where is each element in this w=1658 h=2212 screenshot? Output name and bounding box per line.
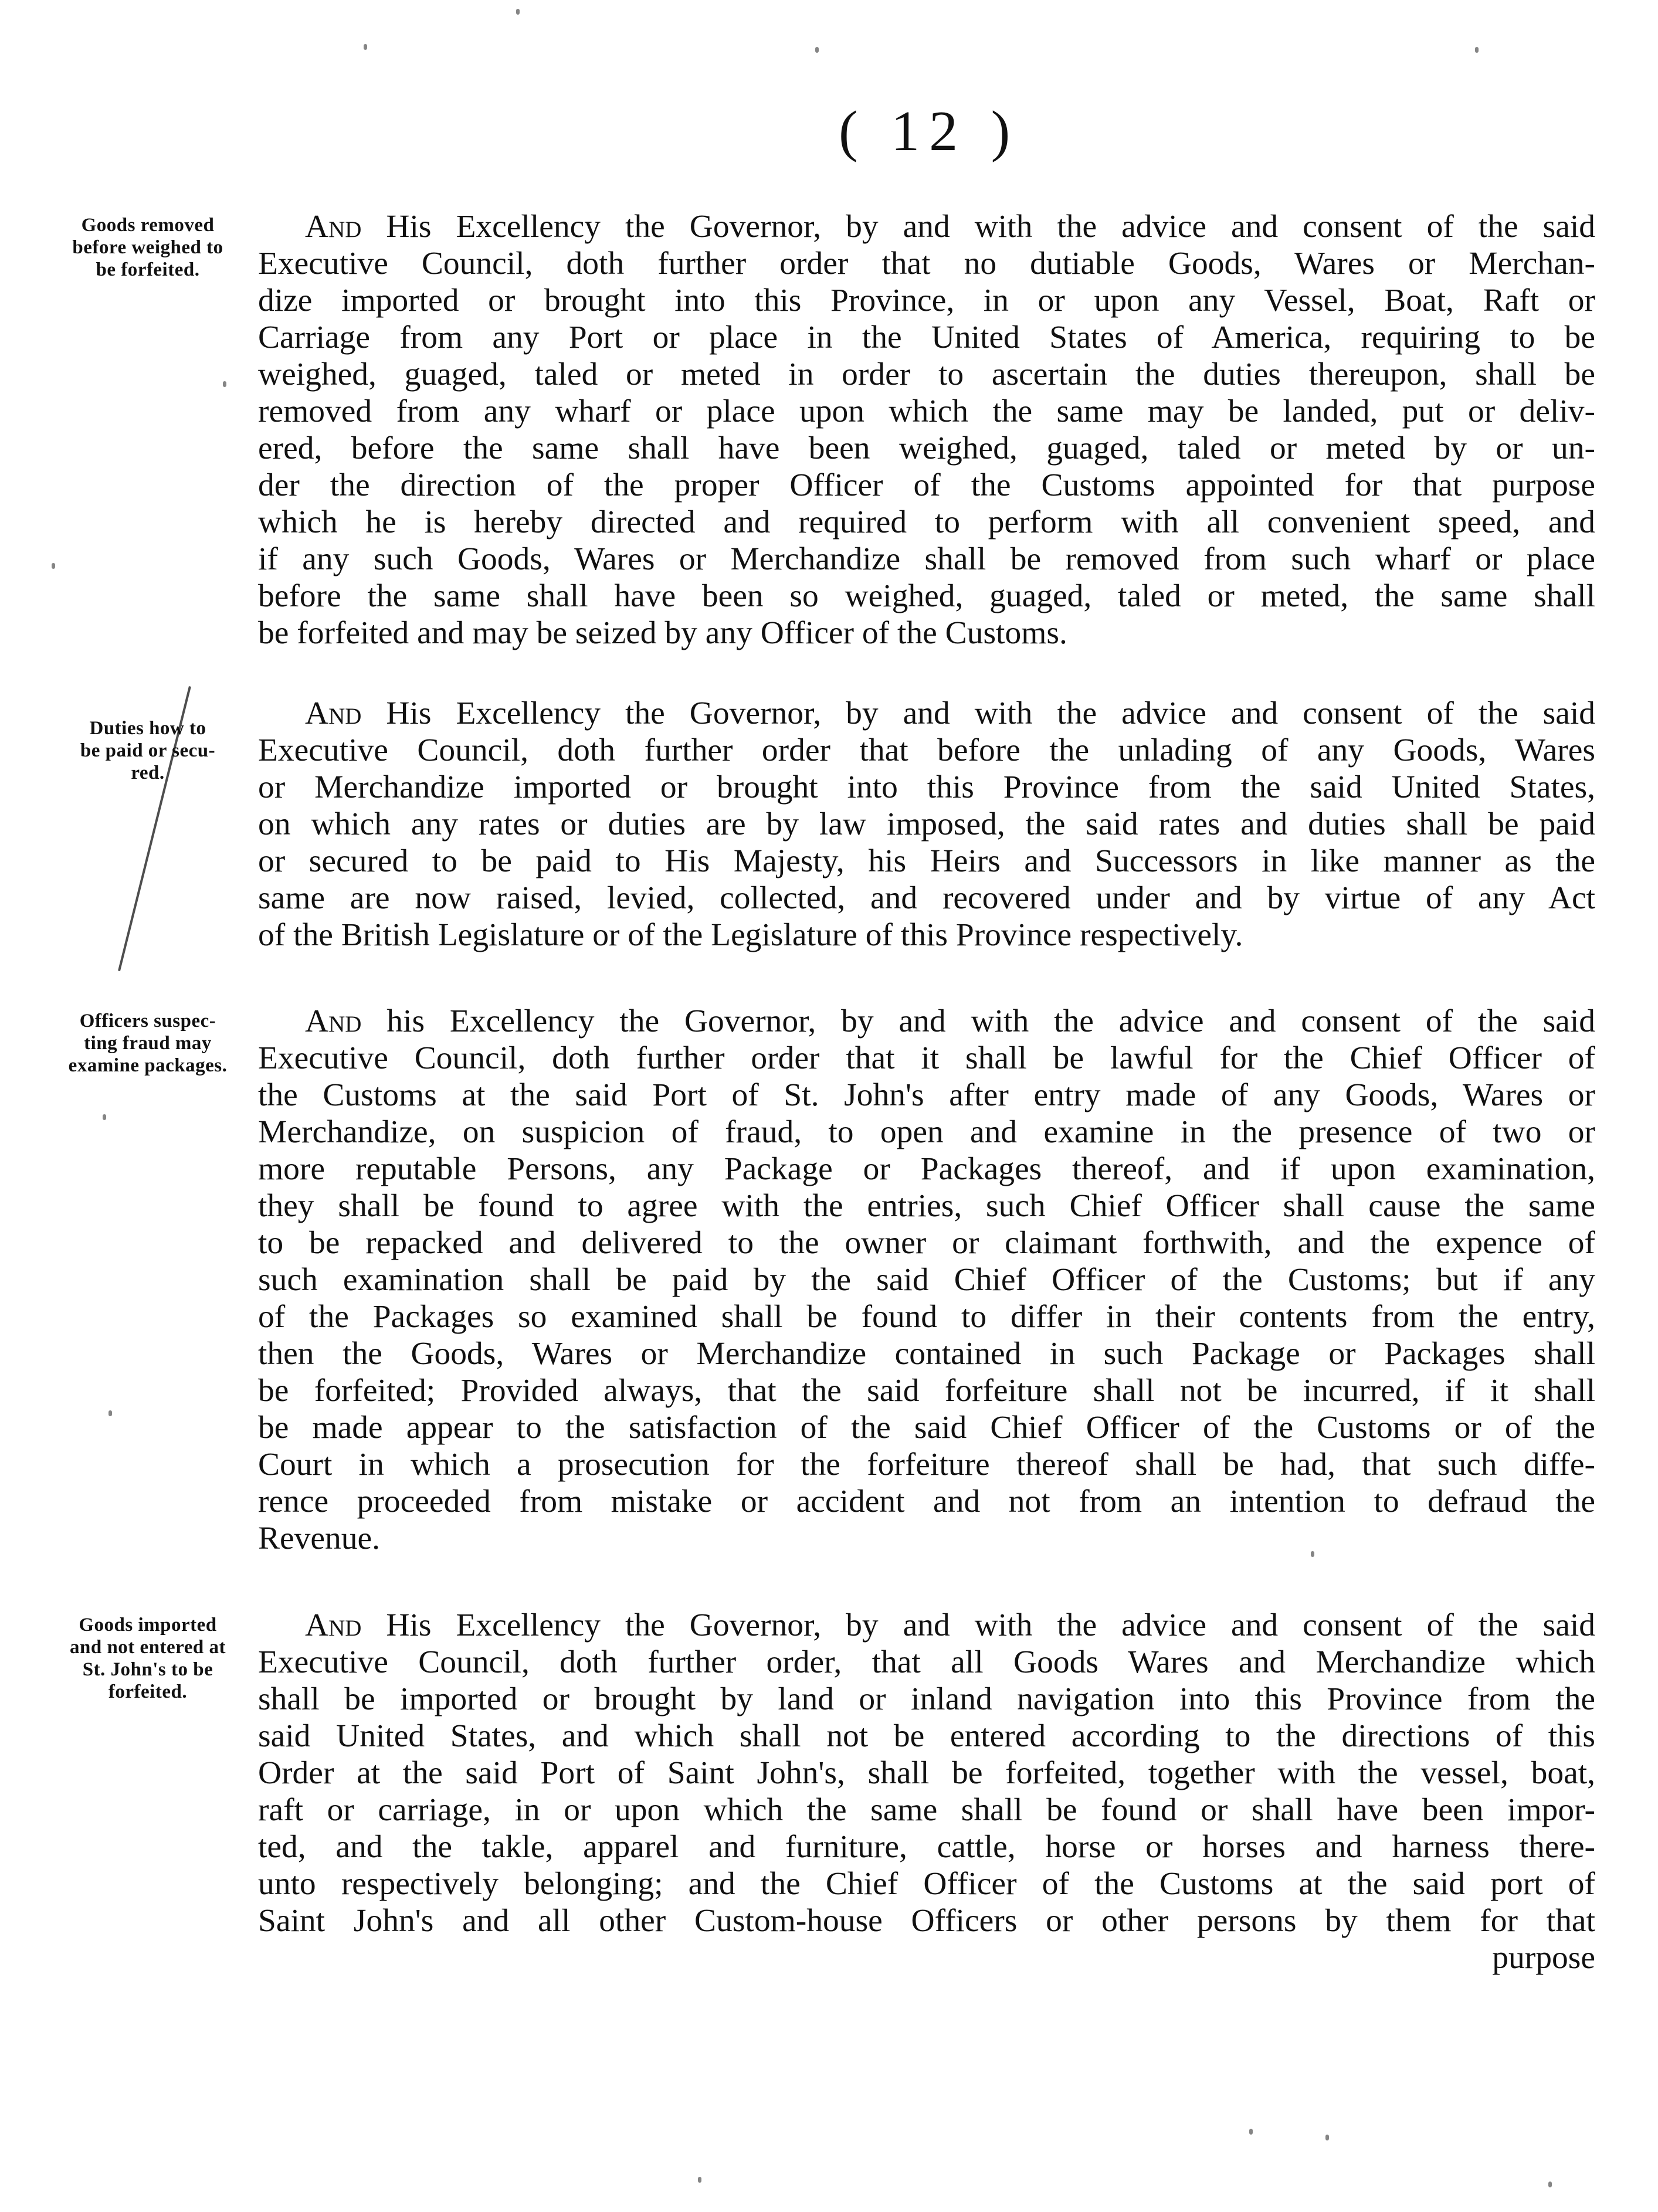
scan-speck — [698, 2177, 701, 2183]
scan-speck — [1311, 1551, 1314, 1557]
margin-note: Duties how to be paid or secu- red. — [80, 718, 216, 783]
lead-word: And — [305, 209, 362, 245]
margin-note: Goods removed before weighed to be forfeited. — [72, 215, 223, 280]
scan-speck — [1475, 47, 1479, 53]
scan-speck — [103, 1114, 106, 1120]
scan-speck — [364, 44, 367, 50]
scan-speck — [1325, 2135, 1329, 2140]
lead-word: And — [305, 1607, 362, 1643]
scan-speck — [109, 1410, 112, 1416]
paragraph: And His Excellency the Governor, by and with the advice and consent of the said Executive Council, doth further order, that all Goods Wares and Merchandize which shall be imported or brought by land or inland navigation into this Province from the said United States, and which shall not be entered according to the directions of this Order at the said Port of Saint John's, shall be forfeited, together with the vessel, boat, raft or carriage, in or upon which the same shall be found or shall have been impor- ted, and the takle, apparel and furniture, cattle, horse or horses and harness there- unto respectively belonging; and the Chief Officer of the Customs at the said port of Saint John's and all other Custom-house Officers or other persons by them for that purpose — [258, 1607, 1595, 1976]
page-number: ( 12 ) — [839, 100, 1020, 163]
scan-speck — [1548, 2182, 1552, 2187]
paragraph: And His Excellency the Governor, by and with the advice and consent of the said Executive Council, doth further order that no dutiable Goods, Wares or Merchan- dize imported or brought into this Province, in or upon any Vessel, Boat, Raft or Carriage from any Port or place in the United States of America, requiring to be weighed, guaged, taled or meted in order to ascertain the duties thereupon, shall be removed from any wharf or place upon which the same may be landed, put or deliv- ered, before the same shall have been weighed, guaged, taled or meted by or un- der the direction of the proper Officer of the Customs appointed for that purpose which he is hereby directed and required to perform with all convenient speed, and if any such Goods, Wares or Merchandize shall be removed from such wharf or place before the same shall have been so weighed, guaged, taled or meted, the same shall be forfeited and may be seized by any Officer of the Customs. — [258, 209, 1595, 651]
scan-speck — [516, 9, 520, 15]
lead-word: And — [305, 1003, 362, 1039]
lead-word: And — [305, 696, 362, 731]
margin-note: Officers suspec- ting fraud may examine packages. — [68, 1010, 228, 1076]
scan-speck — [815, 47, 819, 53]
catchword: purpose — [1492, 1940, 1595, 1976]
scan-speck — [223, 381, 226, 387]
scan-speck — [52, 563, 55, 569]
scan-speck — [1249, 2129, 1253, 2135]
margin-note: Goods imported and not entered at St. John's to be forfeited. — [70, 1614, 226, 1702]
paragraph: And His Excellency the Governor, by and with the advice and consent of the said Executive Council, doth further order that before the unlading of any Goods, Wares or Merchandize imported or brought into this Province from the said United States, on which any rates or duties are by law imposed, the said rates and duties shall be paid or secured to be paid to His Majesty, his Heirs and Successors in like manner as the same are now raised, levied, collected, and recovered under and by virtue of any Act of the British Legislature or of the Legislature of this Province respectively. — [258, 696, 1595, 953]
paragraph: And his Excellency the Governor, by and with the advice and consent of the said Executive Council, doth further order that it shall be lawful for the Chief Officer of the Customs at the said Port of St. John's after entry made of any Goods, Wares or Merchandize, on suspicion of fraud, to open and examine in the presence of two or more reputable Persons, any Package or Packages thereof, and if upon examination, they shall be found to agree with the entries, such Chief Officer shall cause the same to be repacked and delivered to the owner or claimant forthwith, and the expence of such examination shall be paid by the said Chief Officer of the Customs; but if any of the Packages so examined shall be found to differ in their contents from the entry, then the Goods, Wares or Merchandize contained in such Package or Packages shall be forfeited; Provided always, that the said forfeiture shall not be incurred, if it shall be made appear to the satisfaction of the said Chief Officer of the Customs or of the Court in which a prosecution for the forfeiture thereof shall be had, that such diffe- rence proceeded from mistake or accident and not from an intention to defraud the Revenue. — [258, 1003, 1595, 1556]
